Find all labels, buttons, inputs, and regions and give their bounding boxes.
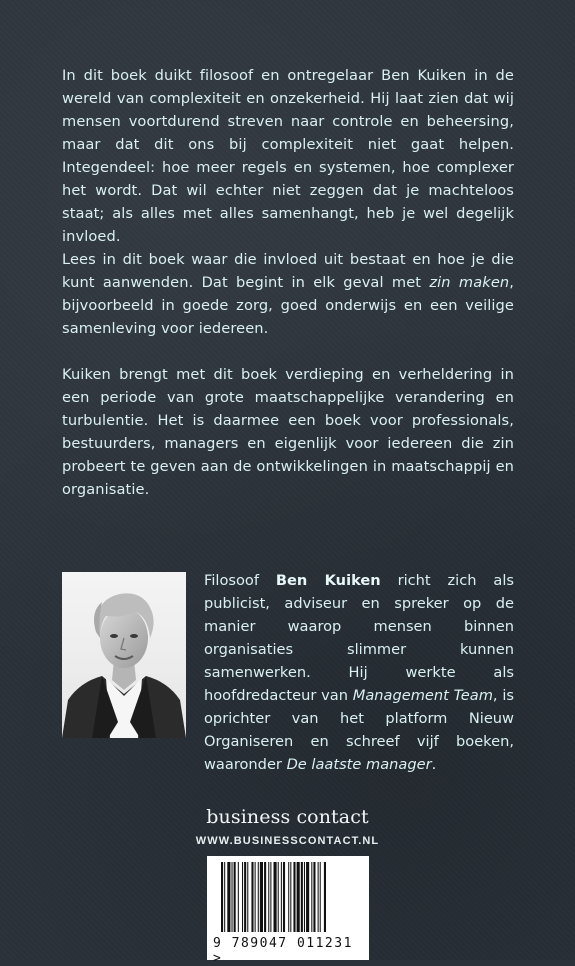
blurb-italic-zin-maken: zin maken: [429, 274, 510, 291]
blurb-paragraph-1: [62, 64, 514, 248]
blurb-text-1: In dit boek duikt filosoof en ontregelaar Ben Kuiken in de wereld van complexiteit en onzekerheid. Hij laat zien dat wij mensen voortdurend streven naar controle en beheersing, maar dat dit ons bij complexiteit niet gaat helpen. Integendeel: hoe meer regels en systemen, hoe complexer het wordt. Dat wil echter niet zeggen dat je machteloos staat; als alles met alles samenhangt, heb je wel degelijk invloed.: [62, 67, 514, 245]
bio-text-1: richt zich als publicist, adviseur en spreker op de manier waarop mensen binnen organisaties slimmer kunnen samenwerken. Hij werkte als hoofdredacteur van: [204, 572, 514, 704]
bio-magazine: Management Team: [352, 687, 493, 704]
bio-intro: Filosoof: [204, 572, 276, 589]
author-bio: [204, 569, 514, 776]
blurb-text-2a: Lees in dit boek waar die invloed uit bestaat en hoe je die kunt aanwenden. Dat begint in elk geval met: [62, 251, 514, 291]
blurb: [62, 64, 514, 501]
bio-end: .: [431, 756, 437, 773]
author-photo: [62, 572, 186, 738]
blurb-text-3: Kuiken brengt met dit boek verdieping en verheldering in een periode van grote maatschappelijke verandering en turbulentie. Het is daarmee een boek voor professionals, bestuurders, managers en eigenlijk voor iedereen die zin probeert te geven aan de ontwikkelingen in maatschappij en organisatie.: [62, 366, 514, 498]
blurb-paragraph-3: [62, 363, 514, 501]
bio-book-title: De laatste manager: [286, 756, 432, 773]
publisher-url: WWW.BUSINESSCONTACT.NL: [195, 835, 380, 847]
isbn-digits: 9 789047 011231 >: [213, 936, 353, 966]
barcode-bars: [207, 856, 369, 936]
author-name: Ben Kuiken: [275, 572, 381, 589]
publisher-name: business contact: [206, 806, 369, 828]
isbn-barcode: [207, 856, 369, 966]
blurb-text-2b: , bijvoorbeeld in goede zorg, goed onderwijs en een veilige samenleving voor iedereen.: [62, 274, 514, 337]
bio-text-2: , is oprichter van het platform Nieuw Organiseren en schreef vijf boeken, waaronder: [204, 687, 515, 773]
blurb-paragraph-2: [62, 248, 514, 340]
